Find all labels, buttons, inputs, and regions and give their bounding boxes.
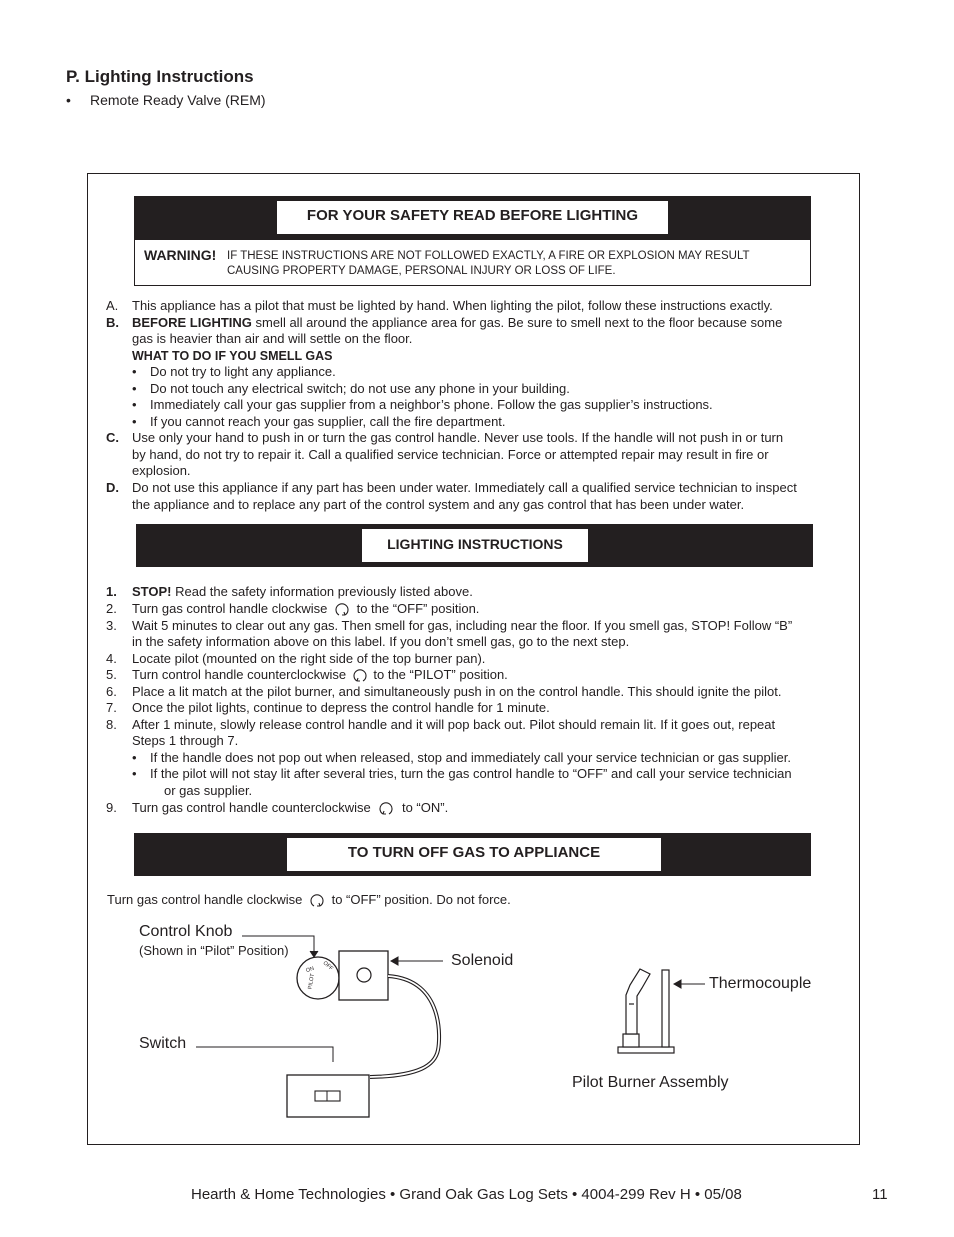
safety-banner-title: FOR YOUR SAFETY READ BEFORE LIGHTING (276, 200, 669, 235)
smell-item-1: Do not try to light any appliance. (150, 364, 336, 379)
smell-bullet: • (132, 364, 137, 379)
step-1-text: Read the safety information previously listed above. (171, 584, 473, 599)
item-c-line3: explosion. (132, 463, 191, 478)
knob-on-text: ON (305, 965, 316, 975)
warning-text-line2: CAUSING PROPERTY DAMAGE, PERSONAL INJURY OR LOSS OF LIFE. (227, 265, 616, 277)
step-3-line1: Wait 5 minutes to clear out any gas. Then smell for gas, including near the floor. If you smell gas, STOP! Follow “B” (132, 618, 793, 633)
smell-item-3: Immediately call your gas supplier from a neighbor’s phone. Follow the gas supplier’s instructions. (150, 397, 713, 412)
step-3-line2: in the safety information above on this label. If you don’t smell gas, go to the next step. (132, 634, 630, 649)
item-d-label: D. (106, 480, 119, 495)
switch-pointer (196, 1047, 333, 1062)
item-c-label: C. (106, 430, 119, 445)
item-c-line1: Use only your hand to push in or turn the gas control handle. Never use tools. If the handle will not push in or turn (132, 430, 784, 445)
step-9-num: 9. (106, 800, 117, 815)
step-8-line2: Steps 1 through 7. (132, 733, 239, 748)
section-title: P. Lighting Instructions (66, 67, 254, 86)
switch-label: Switch (139, 1035, 187, 1052)
step-1-num: 1. (106, 584, 117, 599)
subtitle-text: Remote Ready Valve (REM) (90, 92, 266, 108)
step-6: Place a lit match at the pilot burner, and simultaneously push in on the control handle. This should ignite the pilot. (132, 684, 782, 699)
pilot-burner-label: Pilot Burner Assembly (572, 1074, 729, 1091)
turnoff-pre: Turn gas control handle clockwise (107, 892, 303, 907)
step-4-num: 4. (106, 651, 117, 666)
warning-text-line1: IF THESE INSTRUCTIONS ARE NOT FOLLOWED EXACTLY, A FIRE OR EXPLOSION MAY RESULT (227, 250, 750, 262)
solenoid-port (357, 968, 371, 982)
step-2-num: 2. (106, 601, 117, 616)
bullet: • (66, 92, 71, 108)
warning-label: WARNING! (144, 247, 217, 263)
knob-pilot-text: PILOT (307, 973, 317, 990)
solenoid-pointer (391, 957, 443, 965)
step-5-num: 5. (106, 667, 117, 682)
step-5-post: to the “PILOT” position. (373, 667, 508, 682)
turnoff-banner-title: TO TURN OFF GAS TO APPLIANCE (286, 837, 662, 872)
smell-bullet: • (132, 381, 137, 396)
step-8-sub-1: If the handle does not pop out when released, stop and immediately call your service technician or gas supplier. (150, 750, 791, 765)
item-c-line2: by hand, do not try to repair it. Call a qualified service technician. Force or attempted repair may result in fire or (132, 447, 769, 462)
smell-bullet: • (132, 414, 137, 429)
step-9-post: to “ON”. (401, 800, 449, 815)
thermocouple-pointer (674, 980, 705, 988)
item-d-line2: the appliance and to replace any part of the control system and any gas control that has been under water. (132, 497, 745, 512)
step-3-num: 3. (106, 618, 117, 633)
step-8-sub-2-line2: or gas supplier. (164, 783, 253, 798)
page-number: 11 (872, 1186, 888, 1203)
smell-item-4: If you cannot reach your gas supplier, call the fire department. (150, 414, 506, 429)
item-b-bold: BEFORE LIGHTING (132, 315, 252, 330)
step-7: Once the pilot lights, continue to depress the control handle for 1 minute. (132, 700, 550, 715)
item-b-label: B. (106, 315, 119, 330)
step-6-num: 6. (106, 684, 117, 699)
item-a-text: This appliance has a pilot that must be lighted by hand. When lighting the pilot, follow these instructions exactly. (132, 298, 773, 313)
smell-bullet: • (132, 397, 137, 412)
step-7-num: 7. (106, 700, 117, 715)
control-knob-note: (Shown in “Pilot” Position) (139, 943, 289, 958)
thermocouple-label: Thermocouple (709, 975, 812, 992)
step-8-num: 8. (106, 717, 117, 732)
smell-item-2: Do not touch any electrical switch; do not use any phone in your building. (150, 381, 570, 396)
item-b-line2: gas is heavier than air and will settle on the floor. (132, 331, 413, 346)
footer-text: Hearth & Home Technologies • Grand Oak Gas Log Sets • 4004-299 Rev H • 05/08 (191, 1186, 742, 1203)
control-knob-pointer (242, 936, 318, 957)
item-b-text1: smell all around the appliance area for gas. Be sure to smell next to the floor because some (251, 315, 783, 330)
step-9-pre: Turn gas control handle counterclockwise (132, 800, 371, 815)
step-8-bullet: • (132, 750, 137, 765)
pilot-burner-assembly (618, 969, 674, 1053)
step-2-post: to the “OFF” position. (356, 601, 480, 616)
control-knob (297, 957, 339, 999)
step-1-bold: STOP! (132, 584, 172, 599)
step-8-sub-2-line1: If the pilot will not stay lit after several tries, turn the gas control handle to “OFF” and call your service technician (150, 766, 792, 781)
step-2-pre: Turn gas control handle clockwise (132, 601, 328, 616)
step-4: Locate pilot (mounted on the right side of the top burner pan). (132, 651, 486, 666)
lighting-banner-title: LIGHTING INSTRUCTIONS (361, 528, 589, 563)
step-8-line1: After 1 minute, slowly release control handle and it will pop back out. Pilot should remain lit. If it goes out, repeat (132, 717, 776, 732)
turnoff-post: to “OFF” position. Do not force. (331, 892, 511, 907)
control-knob-label: Control Knob (139, 923, 233, 940)
knob-off-text: OFF (321, 960, 334, 973)
step-8-bullet: • (132, 766, 137, 781)
item-d-line1: Do not use this appliance if any part has been under water. Immediately call a qualified service technician to inspect (132, 480, 797, 495)
smell-heading: WHAT TO DO IF YOU SMELL GAS (132, 349, 333, 363)
step-5-pre: Turn control handle counterclockwise (132, 667, 347, 682)
solenoid-label: Solenoid (451, 952, 514, 969)
item-a-label: A. (106, 298, 119, 313)
